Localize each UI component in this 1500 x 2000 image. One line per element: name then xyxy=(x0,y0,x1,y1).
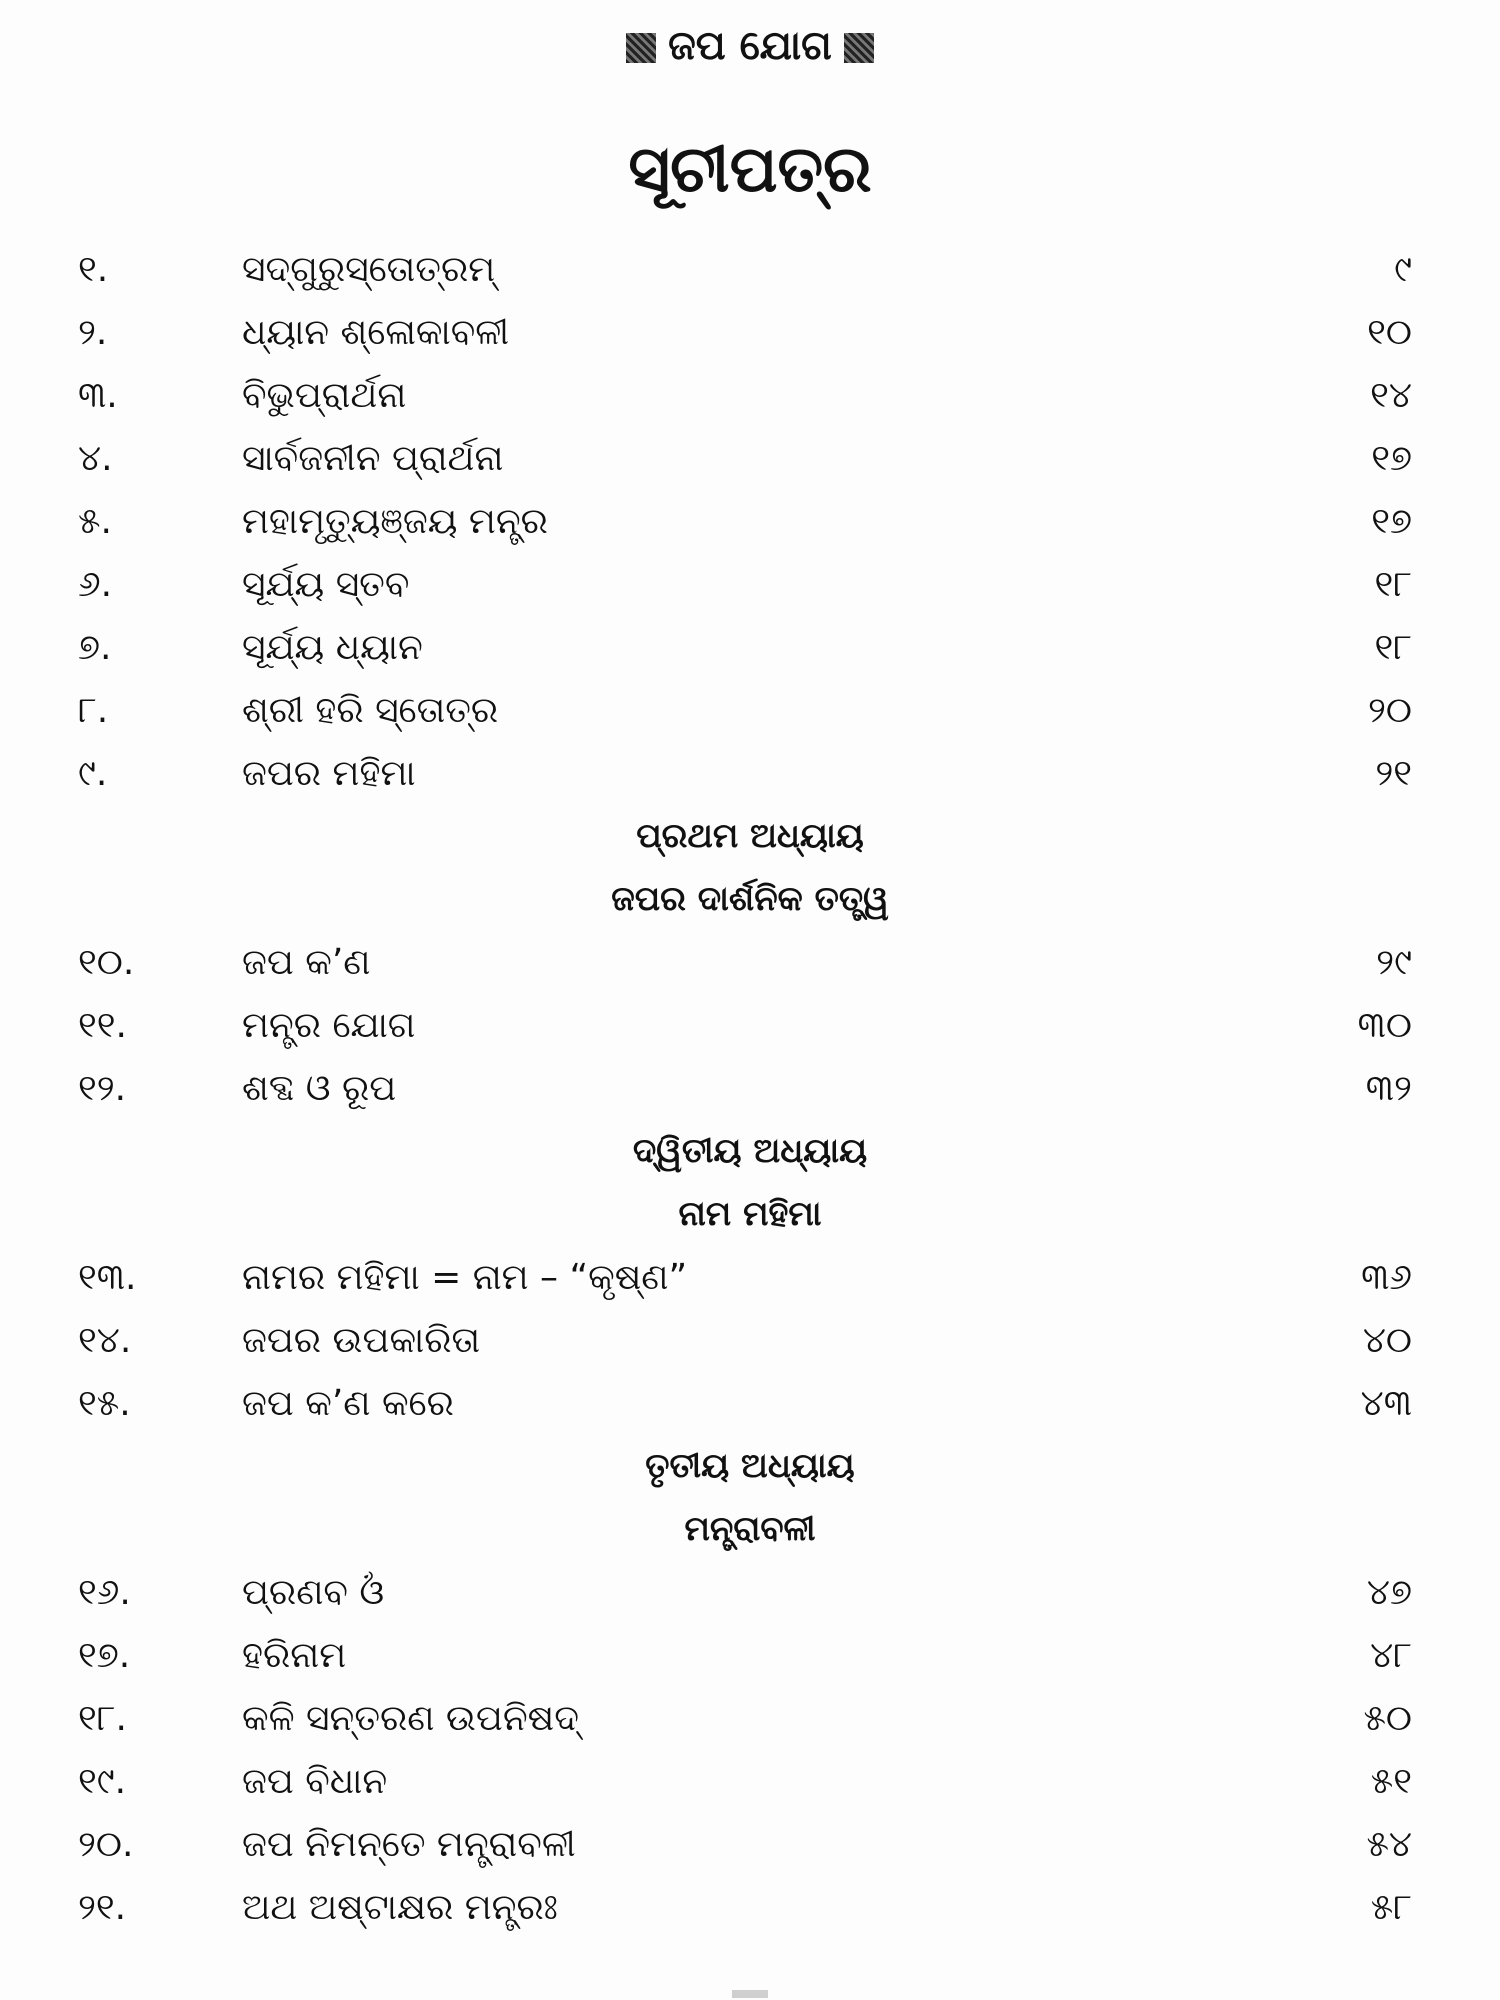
toc-entry-page: ୧୪ xyxy=(1370,375,1412,416)
toc-entry-title: ମହାମୃତ୍ୟୁଞ୍ଜୟ ମନ୍ତ୍ର xyxy=(242,501,548,542)
toc-entry xyxy=(0,1372,1500,1435)
toc-entry-page: ୨୧ xyxy=(1375,753,1412,794)
toc-entry-title: ଜପ କ’ଣ xyxy=(242,942,371,983)
toc-entry-number: ୮. xyxy=(78,690,109,731)
toc-entry-number: ୧୪. xyxy=(78,1320,132,1361)
toc-entry-page: ୪୦ xyxy=(1362,1320,1412,1361)
toc-entry-title: ସାର୍ବଜନୀନ ପ୍ରାର୍ଥନା xyxy=(242,438,504,479)
toc-entry-title: ଜପ ବିଧାନ xyxy=(242,1761,388,1802)
toc-entry xyxy=(0,238,1500,301)
toc-entry-number: ୧୧. xyxy=(78,1005,127,1046)
toc-entry-title: ବିଭୁପ୍ରାର୍ଥନା xyxy=(242,375,407,416)
toc-entry-number: ୯. xyxy=(78,753,108,794)
toc-entry-title: ସୂର୍ଯ୍ୟ ସ୍ତବ xyxy=(242,564,410,605)
running-head xyxy=(0,22,1500,70)
toc-entry-page: ୫୧ xyxy=(1370,1761,1412,1802)
toc-entry-title: ଜପ ନିମନ୍ତେ ମନ୍ତ୍ରାବଳୀ xyxy=(242,1824,576,1865)
toc-entry-title: ଅଥ ଅଷ୍ଟାକ୍ଷର ମନ୍ତ୍ରଃ xyxy=(242,1887,558,1928)
toc-entry-page: ୨୯ xyxy=(1376,942,1412,983)
toc-entry xyxy=(0,1624,1500,1687)
toc-entry-page: ୨୦ xyxy=(1368,690,1412,731)
toc-entry-title: ଶ୍ରୀ ହରି ସ୍ତୋତ୍ର xyxy=(242,690,499,731)
toc-entry-number: ୧. xyxy=(78,249,109,290)
toc-entry-page: ୩୨ xyxy=(1365,1068,1412,1109)
toc-entry-title: ଶବ୍ଦ ଓ ରୂପ xyxy=(242,1068,397,1109)
toc-entry-number: ୨୧. xyxy=(78,1887,127,1928)
toc-entry xyxy=(0,931,1500,994)
toc-entry xyxy=(0,616,1500,679)
toc-entry-title: ହରିନାମ xyxy=(242,1635,347,1676)
square-ornament-icon xyxy=(844,33,874,63)
toc-entry-page: ୫୮ xyxy=(1370,1887,1412,1928)
toc-entry-title: କଳି ସନ୍ତରଣ ଉପନିଷଦ୍ xyxy=(242,1698,579,1739)
toc-entry xyxy=(0,1309,1500,1372)
toc-entry xyxy=(0,1750,1500,1813)
toc-entry xyxy=(0,994,1500,1057)
toc-entry-title: ଜପର ମହିମା xyxy=(242,753,416,794)
square-ornament-icon xyxy=(626,33,656,63)
toc-entry-title: ସଦ୍‌ଗୁରୁସ୍ତୋତ୍ରମ୍ xyxy=(242,249,496,290)
toc-entry xyxy=(0,1246,1500,1309)
toc-entry-page: ୯ xyxy=(1394,249,1412,290)
toc-entry-number: ୧୬. xyxy=(78,1572,131,1613)
toc-entry-number: ୨. xyxy=(78,312,108,353)
toc-entry-page: ୪୭ xyxy=(1366,1572,1412,1613)
toc-entry-page: ୩୬ xyxy=(1361,1257,1412,1298)
toc-entry xyxy=(0,742,1500,805)
running-head-text: ଜପ ଯୋଗ xyxy=(668,23,832,69)
toc-entry xyxy=(0,301,1500,364)
toc-entry xyxy=(0,1687,1500,1750)
toc-entry-number: ୨୦. xyxy=(78,1824,134,1865)
toc-entry-page: ୧୦ xyxy=(1367,312,1412,353)
toc-entry-number: ୭. xyxy=(78,627,112,668)
toc-entry-number: ୧୦. xyxy=(78,942,135,983)
toc-entry-title: ସୂର୍ଯ୍ୟ ଧ୍ୟାନ xyxy=(242,627,423,668)
toc-entry-page: ୧୮ xyxy=(1374,564,1412,605)
page-title: ସୂଚୀପତ୍ର xyxy=(628,133,872,207)
toc-entry-page: ୪୮ xyxy=(1370,1635,1412,1676)
toc-entry xyxy=(0,1057,1500,1120)
toc-entry-number: ୧୫. xyxy=(78,1383,131,1424)
toc-entry-number: ୧୭. xyxy=(78,1635,131,1676)
toc-entry xyxy=(0,679,1500,742)
toc-entry-title: ପ୍ରଣବ ଓଁ xyxy=(242,1572,385,1613)
toc-entry xyxy=(0,1876,1500,1939)
chapter-heading: ନାମ ମହିମା xyxy=(678,1194,822,1234)
toc-entry-page: ୩୦ xyxy=(1357,1005,1412,1046)
toc-entry-number: ୬. xyxy=(78,564,113,605)
toc-entry-number: ୫. xyxy=(78,501,112,542)
toc-entry-page: ୫୦ xyxy=(1363,1698,1412,1739)
chapter-heading: ପ୍ରଥମ ଅଧ୍ୟାୟ xyxy=(636,816,864,856)
chapter-heading: ଜପର ଦାର୍ଶନିକ ତତ୍ତ୍ୱ xyxy=(611,879,889,919)
toc-entry-title: ଜପ କ’ଣ କରେ xyxy=(242,1383,454,1424)
toc-entry-number: ୧୨. xyxy=(78,1068,127,1109)
toc-entry xyxy=(0,1813,1500,1876)
toc-entry xyxy=(0,364,1500,427)
toc-entry-number: ୧୯. xyxy=(78,1761,127,1802)
chapter-heading: ତୃତୀୟ ଅଧ୍ୟାୟ xyxy=(645,1446,855,1486)
chapter-heading: ମନ୍ତ୍ରାବଳୀ xyxy=(684,1509,816,1549)
toc-entry xyxy=(0,490,1500,553)
toc-entry-page: ୧୭ xyxy=(1371,501,1412,542)
toc-entry xyxy=(0,553,1500,616)
toc-entry-title: ଜପର ଉପକାରିତା xyxy=(242,1320,481,1361)
toc-entry-number: ୧୩. xyxy=(78,1257,137,1298)
chapter-heading: ଦ୍ୱିତୀୟ ଅଧ୍ୟାୟ xyxy=(632,1131,868,1171)
table-of-contents xyxy=(0,238,1500,1939)
page-footer-mark xyxy=(732,1990,768,1998)
toc-entry-title: ନାମର ମହିମା = ନାମ – “କୃଷ୍ଣ” xyxy=(242,1257,688,1298)
toc-entry-page: ୧୮ xyxy=(1374,627,1412,668)
toc-entry-number: ୩. xyxy=(78,375,118,416)
toc-entry-title: ଧ୍ୟାନ ଶ୍ଳୋକାବଳୀ xyxy=(242,312,510,353)
toc-entry xyxy=(0,1561,1500,1624)
toc-entry-page: ୫୪ xyxy=(1366,1824,1412,1865)
toc-entry xyxy=(0,427,1500,490)
toc-entry-number: ୧୮. xyxy=(78,1698,127,1739)
toc-entry-page: ୪୩ xyxy=(1360,1383,1412,1424)
toc-entry-title: ମନ୍ତ୍ର ଯୋଗ xyxy=(242,1005,416,1046)
toc-entry-page: ୧୭ xyxy=(1371,438,1412,479)
toc-entry-number: ୪. xyxy=(78,438,113,479)
